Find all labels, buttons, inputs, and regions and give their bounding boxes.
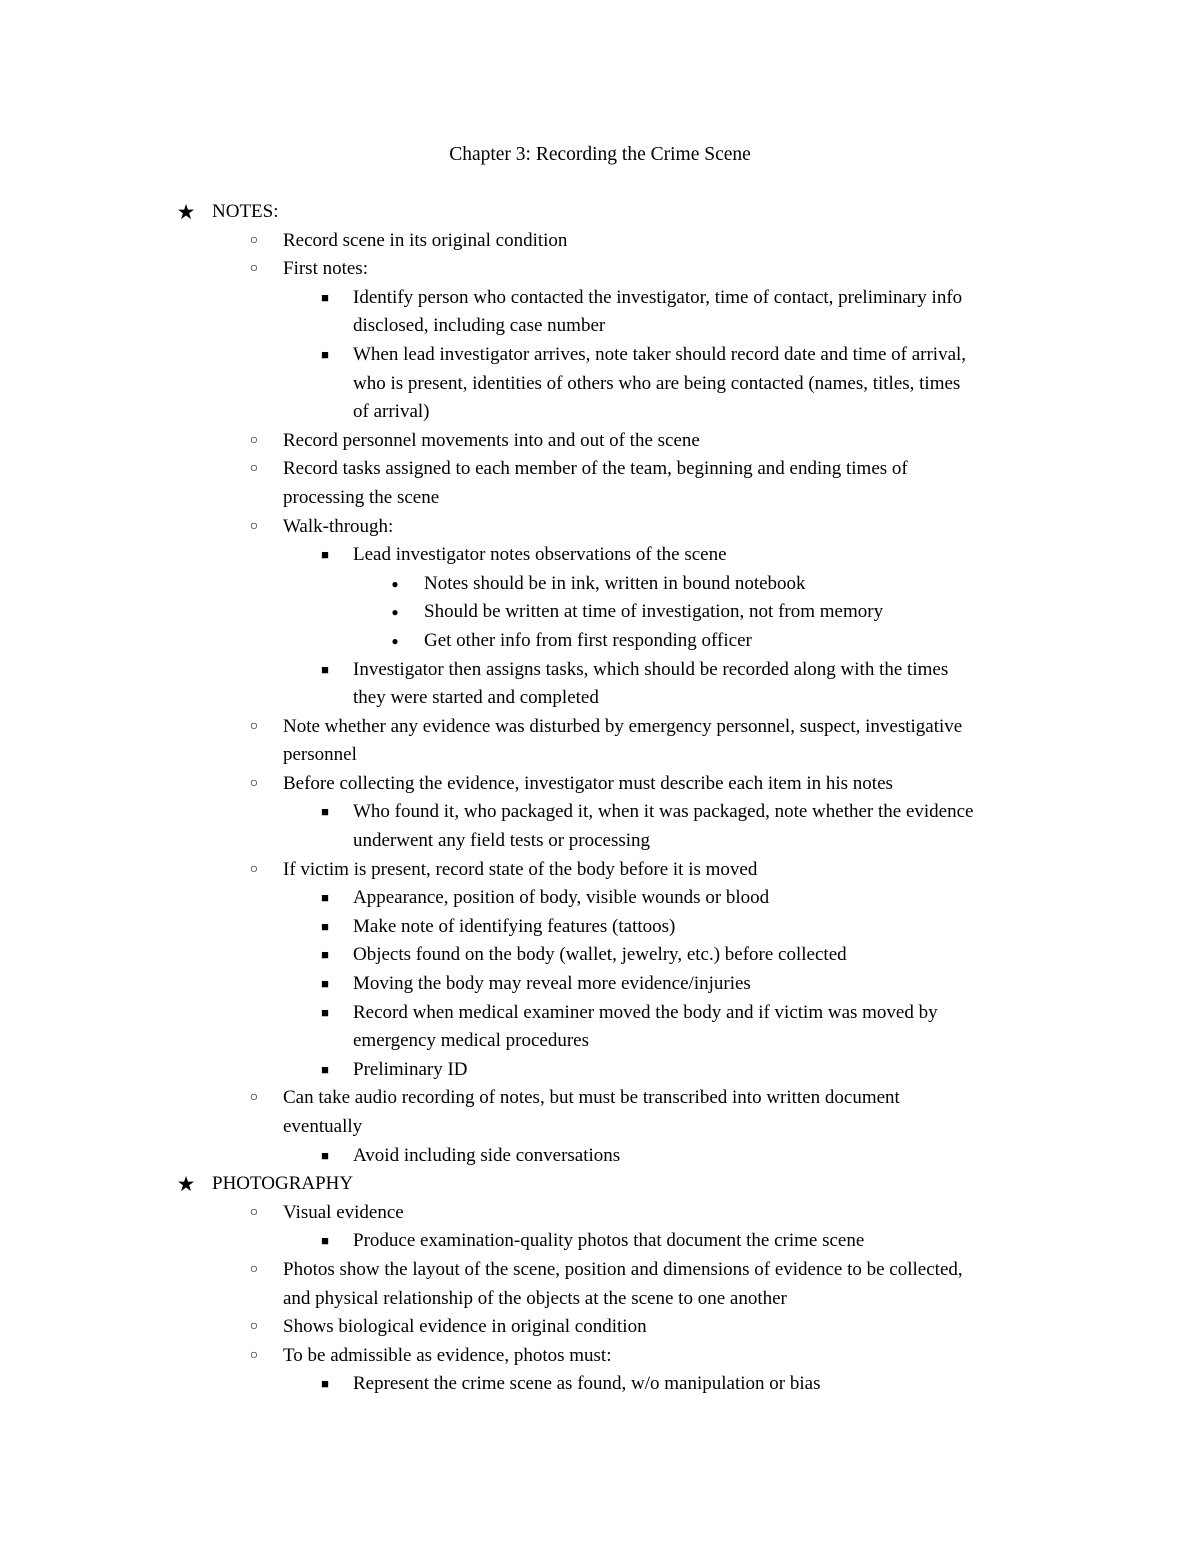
list-item-text: Notes should be in ink, written in bound notebook	[424, 572, 806, 594]
list-item	[0, 1142, 1200, 1171]
list-item	[0, 770, 1200, 799]
square-bullet-icon: ■	[321, 804, 329, 820]
star-icon: ★	[176, 1172, 196, 1197]
list-item-text: Note whether any evidence was disturbed by emergency personnel, suspect, investigative	[283, 715, 963, 737]
list-item-text: Lead investigator notes observations of the scene	[353, 544, 727, 566]
round-bullet-icon: ●	[391, 576, 399, 591]
list-item-text: Avoid including side conversations	[353, 1144, 621, 1166]
list-item-text: Investigator then assigns tasks, which should be recorded along with the times	[353, 658, 949, 680]
list-item	[0, 827, 1200, 856]
list-item-text: If victim is present, record state of the body before it is moved	[283, 858, 758, 880]
list-item-text: Record when medical examiner moved the body and if victim was moved by	[353, 1001, 938, 1023]
list-item	[0, 1342, 1200, 1371]
square-bullet-icon: ■	[321, 1233, 329, 1249]
list-item-text: they were started and completed	[353, 687, 599, 709]
list-item-text: emergency medical procedures	[353, 1030, 589, 1052]
list-item	[0, 541, 1200, 570]
section-heading	[0, 198, 1200, 227]
list-item	[0, 398, 1200, 427]
hollow-circle-icon: ○	[249, 261, 259, 277]
list-item-text: Produce examination-quality photos that document the crime scene	[353, 1230, 865, 1252]
list-item-text: When lead investigator arrives, note taker should record date and time of arrival,	[353, 343, 967, 365]
section-heading	[0, 1170, 1200, 1199]
hollow-circle-icon: ○	[249, 518, 259, 534]
hollow-circle-icon: ○	[249, 718, 259, 734]
list-item	[0, 341, 1200, 370]
star-icon: ★	[176, 200, 196, 224]
round-bullet-icon: ●	[391, 605, 399, 620]
list-item	[0, 370, 1200, 399]
list-item	[0, 1084, 1200, 1113]
square-bullet-icon: ■	[321, 1004, 329, 1020]
list-item	[0, 1285, 1200, 1314]
list-item	[0, 284, 1200, 313]
hollow-circle-icon: ○	[249, 232, 259, 248]
list-item-text: Preliminary ID	[353, 1058, 468, 1080]
list-item	[0, 1056, 1200, 1085]
list-item-text: and physical relationship of the objects at the scene to one another	[283, 1287, 787, 1309]
list-item	[0, 970, 1200, 999]
list-item-text: PHOTOGRAPHY	[212, 1173, 354, 1195]
hollow-circle-icon: ○	[249, 1204, 259, 1220]
list-item-text: Appearance, position of body, visible wounds or blood	[353, 887, 770, 909]
hollow-circle-icon: ○	[249, 1347, 259, 1363]
hollow-circle-icon: ○	[249, 775, 259, 791]
square-bullet-icon: ■	[321, 918, 329, 934]
list-item-text: NOTES:	[212, 201, 279, 222]
list-item-text: who is present, identities of others who are being contacted (names, titles, times	[353, 372, 961, 394]
list-item-text: Moving the body may reveal more evidence/injuries	[353, 973, 751, 995]
square-bullet-icon: ■	[321, 976, 329, 992]
list-item-text: Get other info from first responding officer	[424, 629, 752, 651]
list-item	[0, 999, 1200, 1028]
list-item	[0, 1199, 1200, 1228]
hollow-circle-icon: ○	[249, 1090, 259, 1106]
list-item-text: Record scene in its original condition	[283, 229, 568, 251]
square-bullet-icon: ■	[321, 661, 329, 677]
list-item-text: Shows biological evidence in original condition	[283, 1316, 647, 1338]
list-item-text: Make note of identifying features (tattoos)	[353, 915, 676, 937]
list-item	[0, 455, 1200, 484]
hollow-circle-icon: ○	[249, 432, 259, 448]
list-item	[0, 227, 1200, 256]
list-item-text: processing the scene	[283, 486, 440, 508]
square-bullet-icon: ■	[321, 1147, 329, 1163]
list-item-text: Objects found on the body (wallet, jewelry, etc.) before collected	[353, 944, 847, 966]
square-bullet-icon: ■	[321, 547, 329, 563]
list-item	[0, 598, 1200, 627]
list-item-text: Can take audio recording of notes, but must be transcribed into written document	[283, 1087, 900, 1109]
list-item	[0, 713, 1200, 742]
list-item-text: Should be written at time of investigation, not from memory	[424, 601, 884, 623]
hollow-circle-icon: ○	[249, 1319, 259, 1335]
square-bullet-icon: ■	[321, 890, 329, 906]
list-item	[0, 484, 1200, 513]
list-item-text: Record tasks assigned to each member of the team, beginning and ending times of	[283, 458, 908, 480]
list-item	[0, 627, 1200, 656]
hollow-circle-icon: ○	[249, 1261, 259, 1277]
list-item-text: underwent any field tests or processing	[353, 830, 651, 852]
list-item	[0, 741, 1200, 770]
square-bullet-icon: ■	[321, 1376, 329, 1392]
list-item-text: Walk-through:	[283, 515, 394, 537]
page-title: Chapter 3: Recording the Crime Scene	[449, 144, 751, 165]
round-bullet-icon: ●	[391, 633, 399, 648]
list-item-text: disclosed, including case number	[353, 315, 606, 337]
list-item-text: Who found it, who packaged it, when it was packaged, note whether the evidence	[353, 801, 974, 823]
list-item	[0, 884, 1200, 913]
list-item	[0, 941, 1200, 970]
square-bullet-icon: ■	[321, 289, 329, 305]
list-item	[0, 798, 1200, 827]
list-item-text: First notes:	[283, 258, 368, 280]
list-item	[0, 570, 1200, 599]
hollow-circle-icon: ○	[249, 461, 259, 477]
square-bullet-icon: ■	[321, 346, 329, 362]
list-item-text: personnel	[283, 744, 357, 766]
list-item-text: Visual evidence	[283, 1201, 404, 1223]
list-item	[0, 255, 1200, 284]
list-item	[0, 1227, 1200, 1256]
list-item	[0, 513, 1200, 542]
list-item	[0, 427, 1200, 456]
square-bullet-icon: ■	[321, 947, 329, 963]
list-item	[0, 684, 1200, 713]
outline-list	[0, 198, 1200, 1399]
list-item-text: Photos show the layout of the scene, position and dimensions of evidence to be collected,	[283, 1258, 963, 1280]
list-item	[0, 1113, 1200, 1142]
list-item-text: of arrival)	[353, 401, 430, 423]
list-item	[0, 656, 1200, 685]
list-item	[0, 913, 1200, 942]
list-item	[0, 1370, 1200, 1399]
list-item	[0, 1313, 1200, 1342]
list-item-text: To be admissible as evidence, photos must:	[283, 1344, 612, 1366]
list-item	[0, 312, 1200, 341]
list-item-text: Record personnel movements into and out of the scene	[283, 429, 700, 451]
list-item	[0, 1256, 1200, 1285]
list-item-text: Represent the crime scene as found, w/o manipulation or bias	[353, 1373, 821, 1395]
hollow-circle-icon: ○	[249, 861, 259, 877]
list-item	[0, 856, 1200, 885]
list-item-text: Identify person who contacted the investigator, time of contact, preliminary info	[353, 286, 963, 308]
list-item-text: eventually	[283, 1116, 363, 1137]
square-bullet-icon: ■	[321, 1061, 329, 1077]
list-item-text: Before collecting the evidence, investigator must describe each item in his notes	[283, 772, 893, 794]
list-item	[0, 1027, 1200, 1056]
